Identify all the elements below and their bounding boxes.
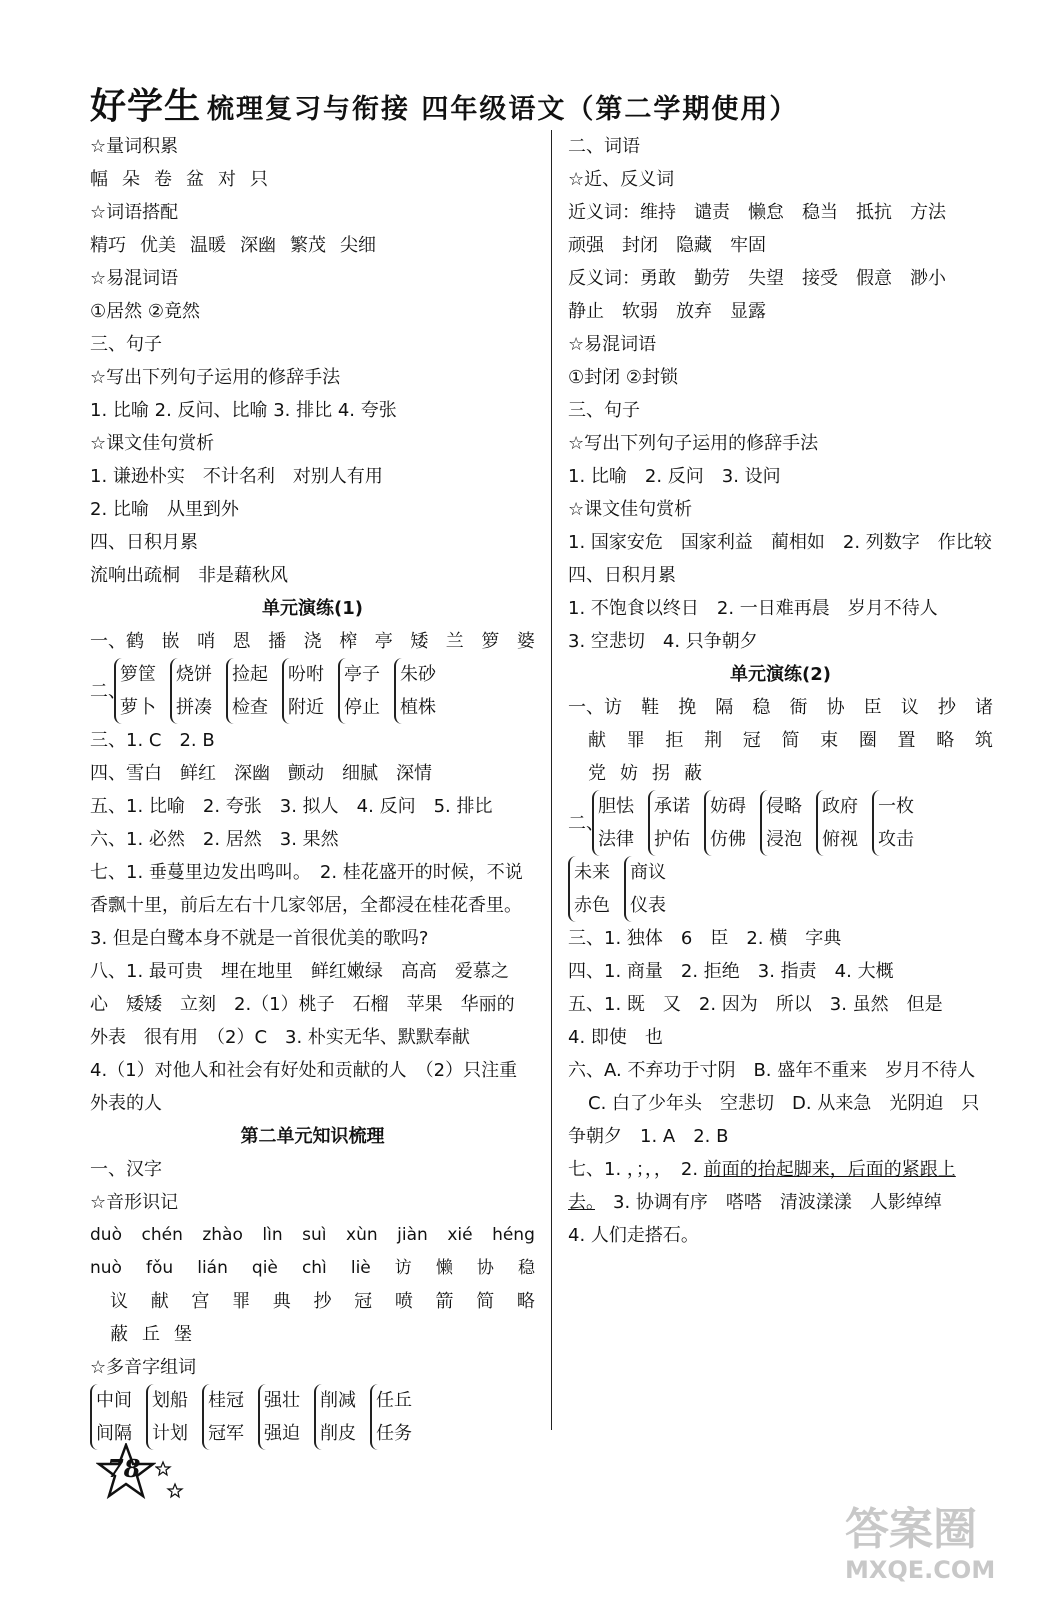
bracket-word: 停止 bbox=[344, 697, 380, 718]
bracket-word: 未来 bbox=[574, 862, 610, 883]
answer-line: 顽强 封闭 隐藏 牢固 bbox=[568, 235, 766, 256]
char: 党 bbox=[588, 763, 606, 784]
small-star-icon bbox=[155, 1460, 185, 1500]
bracket-pair bbox=[202, 1384, 244, 1450]
word: 优美 bbox=[140, 235, 176, 256]
bracket-word: 强壮 bbox=[264, 1390, 300, 1411]
section-heading: 三、句子 bbox=[90, 334, 162, 355]
section-heading: 一、汉字 bbox=[90, 1159, 162, 1180]
char: 亭 bbox=[374, 631, 393, 652]
word: 卷 bbox=[154, 169, 172, 190]
answer-line: 1. 比喻 2. 反问、比喻 3. 排比 4. 夸张 bbox=[90, 400, 397, 421]
q7-underlined: 前面的抬起脚来，后面的紧跟上 bbox=[703, 1159, 956, 1180]
section-heading: ☆音形识记 bbox=[90, 1192, 179, 1213]
bracket-pair bbox=[568, 856, 610, 922]
answer-line: 1. 谦逊朴实 不计名利 对别人有用 bbox=[90, 466, 383, 487]
bracket-word: 商议 bbox=[630, 862, 666, 883]
answer-line: 4. 人们走搭石。 bbox=[568, 1225, 699, 1246]
char: 兰 bbox=[445, 631, 464, 652]
bracket-word: 间隔 bbox=[96, 1423, 132, 1444]
page-number: 78 bbox=[107, 1454, 141, 1483]
brand-title: 好学生 bbox=[90, 85, 202, 127]
char: 冠 bbox=[354, 1291, 373, 1312]
unit2-review-title: 第二单元知识梳理 bbox=[240, 1126, 385, 1147]
char: 哨 bbox=[197, 631, 216, 652]
pinyin-row bbox=[90, 1252, 535, 1285]
pinyin: duò bbox=[90, 1225, 122, 1245]
unit2-title: 单元演练(2) bbox=[730, 664, 831, 685]
char: 一、鹤 bbox=[90, 631, 144, 652]
answer-line: 七、1. 垂蔓里边发出鸣叫。 2. 桂花盛开的时候，不说 bbox=[90, 862, 523, 883]
char: 挽 bbox=[678, 697, 697, 718]
char-row bbox=[90, 625, 535, 658]
char: 堡 bbox=[174, 1324, 192, 1345]
answer-line: 1. 国家安危 国家利益 蔺相如 2. 列数字 作比较 bbox=[568, 532, 992, 553]
char: 冠 bbox=[742, 730, 761, 751]
word: 尖细 bbox=[340, 235, 376, 256]
bracket-word: 妨碍 bbox=[710, 796, 746, 817]
bracket-pair bbox=[760, 790, 802, 856]
pinyin: jiàn bbox=[397, 1225, 428, 1245]
bracket-word: 削皮 bbox=[320, 1423, 356, 1444]
q7-underlined-end: 去。 bbox=[568, 1192, 595, 1213]
answer-line: 4. 即使 也 bbox=[568, 1027, 663, 1048]
bracket-word: 中间 bbox=[96, 1390, 132, 1411]
watermark-url: MXQE.COM bbox=[845, 1556, 996, 1584]
char: 简 bbox=[781, 730, 800, 751]
char: 圈 bbox=[858, 730, 877, 751]
bracket-word: 削减 bbox=[320, 1390, 356, 1411]
pinyin: xùn bbox=[346, 1225, 378, 1245]
bracket-word: 强迫 bbox=[264, 1423, 300, 1444]
question-label: 二、 bbox=[90, 680, 126, 702]
char: 箭 bbox=[435, 1291, 454, 1312]
answer-line: 三、1. C 2. B bbox=[90, 730, 215, 751]
watermark-logo: 答案圈 bbox=[845, 1504, 977, 1555]
bracket-word: 护佑 bbox=[654, 829, 690, 850]
bracket-word: 攻击 bbox=[878, 829, 914, 850]
bracket-word: 萝卜 bbox=[120, 697, 156, 718]
answer-line: 近义词：维持 谴责 懒怠 稳当 抵抗 方法 bbox=[568, 202, 946, 223]
answer-line: 1. 不饱食以终日 2. 一日难再晨 岁月不待人 bbox=[568, 598, 938, 619]
bracket-pair bbox=[338, 658, 380, 724]
page-header bbox=[90, 78, 990, 128]
bracket-word: 附近 bbox=[288, 697, 324, 718]
pinyin: lián bbox=[197, 1258, 228, 1278]
char: 浇 bbox=[303, 631, 322, 652]
answer-line: 四、1. 商量 2. 拒绝 3. 指责 4. 大概 bbox=[568, 961, 894, 982]
char: 抄 bbox=[937, 697, 956, 718]
bracket-pair bbox=[146, 1384, 188, 1450]
answer-line: 反义词：勇敢 勤劳 失望 接受 假意 渺小 bbox=[568, 268, 946, 289]
bracket-word: 浸泡 bbox=[766, 829, 802, 850]
bracket-pair bbox=[170, 658, 212, 724]
char: 恩 bbox=[232, 631, 251, 652]
char-row bbox=[568, 757, 993, 790]
char: 婆 bbox=[516, 631, 535, 652]
char: 束 bbox=[820, 730, 839, 751]
pinyin: 懒 bbox=[435, 1258, 453, 1278]
answer-line: 三、1. 独体 6 臣 2. 横 字典 bbox=[568, 928, 842, 949]
word: 精巧 bbox=[90, 235, 126, 256]
column-divider bbox=[551, 130, 552, 1430]
section-heading: 三、句子 bbox=[568, 400, 640, 421]
char: 榨 bbox=[339, 631, 358, 652]
pinyin: chén bbox=[141, 1225, 183, 1245]
bracket-word: 政府 bbox=[822, 796, 858, 817]
bracket-pair bbox=[816, 790, 858, 856]
char: 献 bbox=[588, 730, 606, 751]
bracket-word: 胆怯 bbox=[598, 796, 634, 817]
char-row bbox=[90, 1285, 535, 1318]
char: 嵌 bbox=[161, 631, 180, 652]
bracket-word: 任务 bbox=[376, 1423, 412, 1444]
bracket-word: 拼凑 bbox=[176, 697, 212, 718]
char: 丘 bbox=[142, 1324, 160, 1345]
section-heading: ☆课文佳句赏析 bbox=[90, 433, 215, 454]
bracket-word: 法律 bbox=[598, 829, 634, 850]
pinyin: xié bbox=[447, 1225, 473, 1245]
pinyin: suì bbox=[302, 1225, 327, 1245]
char: 妨 bbox=[620, 763, 638, 784]
section-heading: ☆课文佳句赏析 bbox=[568, 499, 693, 520]
section-heading: ☆易混词语 bbox=[568, 334, 657, 355]
answer-line: ①封闭 ②封锁 bbox=[568, 367, 678, 388]
char: 略 bbox=[936, 730, 955, 751]
answer-line: 香飘十里，前后左右十几家邻居，全都浸在桂花香里。 bbox=[90, 895, 522, 916]
answer-line: 四、雪白 鲜红 深幽 颤动 细腻 深情 bbox=[90, 763, 432, 784]
bracket-group bbox=[568, 790, 993, 856]
pinyin: zhào bbox=[202, 1225, 243, 1245]
answer-line: 五、1. 既 又 2. 因为 所以 3. 虽然 但是 bbox=[568, 994, 943, 1015]
answer-line: 心 矮矮 立刻 2.（1）桃子 石榴 苹果 华丽的 bbox=[90, 994, 515, 1015]
word: 深幽 bbox=[240, 235, 276, 256]
answer-line: 2. 比喻 从里到外 bbox=[90, 499, 239, 520]
bracket-pair bbox=[648, 790, 690, 856]
bracket-word: 承诺 bbox=[654, 796, 690, 817]
answer-line: 外表的人 bbox=[90, 1093, 162, 1114]
char: 箩 bbox=[481, 631, 500, 652]
bracket-word: 划船 bbox=[152, 1390, 188, 1411]
bracket-word: 捡起 bbox=[232, 664, 268, 685]
pinyin: fǒu bbox=[146, 1258, 174, 1278]
char: 罪 bbox=[232, 1291, 251, 1312]
bracket-word: 冠军 bbox=[208, 1423, 244, 1444]
word: 只 bbox=[250, 169, 268, 190]
word: 繁茂 bbox=[290, 235, 326, 256]
word: 幅 bbox=[90, 169, 108, 190]
bracket-pair bbox=[90, 1384, 132, 1450]
answer-line: 外表 很有用 （2）C 3. 朴实无华、默默奉献 bbox=[90, 1027, 470, 1048]
answer-line: 静止 软弱 放弃 显露 bbox=[568, 301, 766, 322]
q7-rest: 3. 协调有序 嗒嗒 清波漾漾 人影绰绰 bbox=[595, 1192, 942, 1213]
char-row bbox=[568, 691, 993, 724]
bracket-word: 一枚 bbox=[878, 796, 914, 817]
section-heading: ☆写出下列句子运用的修辞手法 bbox=[90, 367, 341, 388]
char: 抄 bbox=[313, 1291, 332, 1312]
bracket-pair bbox=[704, 790, 746, 856]
question-label: 二、 bbox=[568, 812, 604, 834]
word-row bbox=[90, 163, 535, 196]
pinyin: liè bbox=[350, 1258, 371, 1278]
right-column bbox=[568, 130, 993, 1252]
char: 议 bbox=[900, 697, 919, 718]
char: 诸 bbox=[974, 697, 993, 718]
char: 喷 bbox=[394, 1291, 413, 1312]
word: 对 bbox=[218, 169, 236, 190]
left-column bbox=[90, 130, 535, 1450]
section-heading: ☆近、反义词 bbox=[568, 169, 675, 190]
section-heading: ☆词语搭配 bbox=[90, 202, 179, 223]
char: 典 bbox=[272, 1291, 291, 1312]
answer-line: 3. 但是白鹭本身不就是一首很优美的歌吗? bbox=[90, 928, 429, 949]
bracket-group bbox=[90, 1384, 535, 1450]
pinyin: 访 bbox=[394, 1258, 412, 1278]
word: 温暖 bbox=[190, 235, 226, 256]
char: 筑 bbox=[974, 730, 993, 751]
bracket-word: 仿佛 bbox=[710, 829, 746, 850]
section-heading: 二、词语 bbox=[568, 136, 640, 157]
answer-line: ①居然 ②竟然 bbox=[90, 301, 200, 322]
answer-line: 争朝夕 1. A 2. B bbox=[568, 1126, 729, 1147]
bracket-word: 赤色 bbox=[574, 895, 610, 916]
answer-line bbox=[568, 1186, 993, 1219]
pinyin-row bbox=[90, 1219, 535, 1252]
bracket-word: 桂冠 bbox=[208, 1390, 244, 1411]
section-heading: 四、日积月累 bbox=[568, 565, 676, 586]
answer-line: 4.（1）对他人和社会有好处和贡献的人 （2）只注重 bbox=[90, 1060, 518, 1081]
char-row bbox=[90, 1318, 535, 1351]
bracket-group bbox=[568, 856, 993, 922]
section-heading: ☆多音字组词 bbox=[90, 1357, 197, 1378]
answer-line: 1. 比喻 2. 反问 3. 设问 bbox=[568, 466, 781, 487]
bracket-word: 亭子 bbox=[344, 664, 380, 685]
bracket-word: 朱砂 bbox=[400, 664, 436, 685]
char: 蔽 bbox=[684, 763, 702, 784]
section-heading: 四、日积月累 bbox=[90, 532, 198, 553]
char: 协 bbox=[826, 697, 845, 718]
answer-line: 八、1. 最可贵 埋在地里 鲜红嫩绿 高高 爱慕之 bbox=[90, 961, 509, 982]
char: 简 bbox=[476, 1291, 495, 1312]
char: 矮 bbox=[410, 631, 429, 652]
section-heading: ☆写出下列句子运用的修辞手法 bbox=[568, 433, 819, 454]
answer-line: C. 白了少年头 空悲切 D. 从来急 光阴迫 只 bbox=[588, 1093, 980, 1114]
bracket-pair bbox=[258, 1384, 300, 1450]
bracket-pair bbox=[314, 1384, 356, 1450]
bracket-pair bbox=[282, 658, 324, 724]
bracket-word: 任丘 bbox=[376, 1390, 412, 1411]
section-heading: ☆量词积累 bbox=[90, 136, 179, 157]
bracket-pair bbox=[114, 658, 156, 724]
unit1-title: 单元演练(1) bbox=[262, 598, 363, 619]
answer-line: 3. 空悲切 4. 只争朝夕 bbox=[568, 631, 758, 652]
char: 献 bbox=[150, 1291, 169, 1312]
bracket-pair bbox=[394, 658, 436, 724]
pinyin: chì bbox=[301, 1258, 327, 1278]
bracket-word: 计划 bbox=[152, 1423, 188, 1444]
char: 拐 bbox=[652, 763, 670, 784]
char: 拒 bbox=[665, 730, 684, 751]
bracket-pair bbox=[370, 1384, 412, 1450]
q7-prefix: 七、1. ，；，， 2. bbox=[568, 1159, 704, 1180]
char: 播 bbox=[268, 631, 287, 652]
pinyin: 协 bbox=[476, 1258, 494, 1278]
char: 议 bbox=[110, 1291, 128, 1312]
bracket-pair bbox=[872, 790, 914, 856]
pinyin: 稳 bbox=[517, 1258, 535, 1278]
bracket-word: 箩筐 bbox=[120, 664, 156, 685]
char: 鞋 bbox=[641, 697, 660, 718]
bracket-group bbox=[90, 658, 535, 724]
pinyin: nuò bbox=[90, 1258, 122, 1278]
char: 隔 bbox=[715, 697, 734, 718]
char: 荆 bbox=[704, 730, 723, 751]
word: 朵 bbox=[122, 169, 140, 190]
pinyin: qiè bbox=[251, 1258, 278, 1278]
answer-line: 流响出疏桐 非是藉秋风 bbox=[90, 565, 288, 586]
char: 略 bbox=[516, 1291, 535, 1312]
word: 盆 bbox=[186, 169, 204, 190]
answer-line: 六、1. 必然 2. 居然 3. 果然 bbox=[90, 829, 339, 850]
bracket-pair bbox=[592, 790, 634, 856]
bracket-word: 侵略 bbox=[766, 796, 802, 817]
bracket-word: 仪表 bbox=[630, 895, 666, 916]
bracket-word: 烧饼 bbox=[176, 664, 212, 685]
char: 衙 bbox=[789, 697, 808, 718]
char: 臣 bbox=[863, 697, 882, 718]
char-row bbox=[568, 724, 993, 757]
pinyin: héng bbox=[492, 1225, 535, 1245]
char: 蔽 bbox=[110, 1324, 128, 1345]
watermark bbox=[845, 1505, 1025, 1595]
char: 一、访 bbox=[568, 697, 622, 718]
bracket-word: 检查 bbox=[232, 697, 268, 718]
bracket-word: 俯视 bbox=[822, 829, 858, 850]
word-row bbox=[90, 229, 535, 262]
char: 宫 bbox=[191, 1291, 210, 1312]
char: 稳 bbox=[752, 697, 771, 718]
bracket-word: 植株 bbox=[400, 697, 436, 718]
book-subtitle: 梳理复习与衔接 四年级语文（第二学期使用） bbox=[207, 94, 799, 125]
section-heading: ☆易混词语 bbox=[90, 268, 179, 289]
answer-line bbox=[568, 1153, 993, 1186]
pinyin: lìn bbox=[262, 1225, 283, 1245]
answer-line: 六、A. 不弃功于寸阴 B. 盛年不重来 岁月不待人 bbox=[568, 1060, 976, 1081]
bracket-pair bbox=[226, 658, 268, 724]
answer-line: 五、1. 比喻 2. 夸张 3. 拟人 4. 反问 5. 排比 bbox=[90, 796, 493, 817]
bracket-pair bbox=[624, 856, 666, 922]
char: 置 bbox=[897, 730, 916, 751]
char: 罪 bbox=[626, 730, 645, 751]
bracket-word: 吩咐 bbox=[288, 664, 324, 685]
